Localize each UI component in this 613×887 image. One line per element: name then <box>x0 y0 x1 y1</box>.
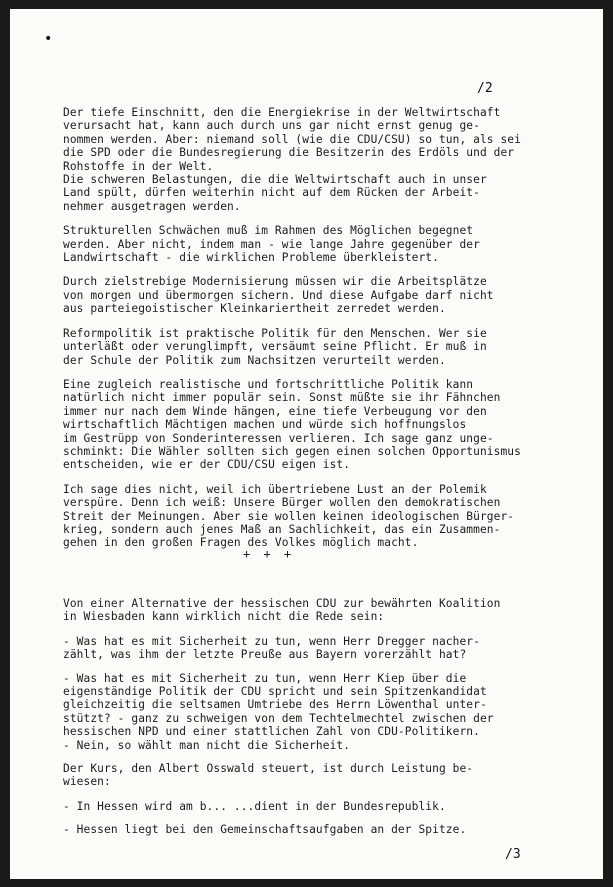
paragraph-osswald: Der Kurs, den Albert Osswald steuert, ist durch Leistung be- wiesen: <box>63 762 474 789</box>
paragraph-reform: Reformpolitik ist praktische Politik für den Menschen. Wer sie unterläßt oder verunglimpft, versäumt seine Pflicht. Er muß in der Schule der Politik zum Nachsitzen verurteilt werden. <box>63 326 487 367</box>
bullet-hessen-income: - In Hessen wird am b... ...dient in der Bundesrepublik. <box>63 799 446 813</box>
paragraph-structural: Strukturellen Schwächen muß im Rahmen des Möglichen begegnet werden. Aber nicht, indem man - wie lange Jahre gegenüber der Landwirtschaft - die wirklichen Probleme überkleistert. <box>63 224 480 265</box>
paragraph-burdens: Die schweren Belastungen, die die Weltwirtschaft auch in unser Land spült, dürfen weiterhin nicht auf dem Rücken der Arbeit- nehmer ausgetragen werden. <box>63 173 487 213</box>
document-page <box>10 9 603 879</box>
paragraph-energy-crisis: Der tiefe Einschnitt, den die Energiekrise in der Weltwirtschaft verursacht hat, kann auch durch uns gar nicht ernst genug ge- nommen werden. Aber: niemand soll (wie die CDU/CSU) so tun, als sei die SPD oder die Bundesregierung die Besitzerin des Erdöls und der Rohstoffe in der Welt. <box>63 106 521 173</box>
bullet-dregger: - Was hat es mit Sicherheit zu tun, wenn Herr Dregger nacher- zählt, was ihm der letzte Preuße aus Bayern vorerzählt hat? <box>63 634 480 662</box>
bullet-kiep: - Was hat es mit Sicherheit zu tun, wenn Herr Kiep über die eigenständige Politik der CDU spricht und sein Spitzenkandidat gleichzeitig die seltsamen Umtriebe des Herrn Löwenthal unter- stützt? - ganz zu schweigen von dem Techtelmechtel zwischen der hessischen NPD und einer stattlichen Zahl von CDU-Politikern. - Nein, so wählt man nicht die Sicherheit. <box>63 671 494 752</box>
paragraph-polemic: Ich sage dies nicht, weil ich übertriebene Lust an der Polemik verspüre. Denn ich weiß: Unsere Bürger wollen den demokratischen Streit der Meinungen. Aber sie wollen keinen ideologischen Bürger- krieg, sondern auch jenes Maß an Sachlichkeit, das ein Zusammen- gehen in den großen Fragen des Volkes möglich macht. <box>63 482 515 550</box>
body-section-1 <box>63 106 558 561</box>
paragraph-modernization: Durch zielstrebige Modernisierung müssen wir die Arbeitsplätze von morgen und übermorgen sichern. Und diese Aufgabe darf nicht aus parteiegoistischer Kleinkariertheit zerredet werden. <box>63 275 494 316</box>
corner-mark: • <box>44 31 53 47</box>
paragraph-realistic-policy: Eine zugleich realistische und fortschrittliche Politik kann natürlich nicht immer populär sein. Sonst müßte sie ihr Fähnchen immer nur nach dem Winde hängen, eine tiefe Verbeugung vor den wirtschaftlich Mächtigen machen und würde sich hoffnungslos im Gestrüpp von Sonderinteressen verlieren. Ich sage ganz unge- schminkt: Die Wähler sollten sich gegen einen solchen Opportunismus entscheiden, wie er der CDU/CSU eigen ist. <box>63 377 521 472</box>
body-section-2 <box>63 597 558 847</box>
paragraph-alternative: Von einer Alternative der hessischen CDU zur bewährten Koalition in Wiesbaden kann wirklich nicht die Rede sein: <box>63 597 501 624</box>
page-number-bottom: /3 <box>505 847 521 862</box>
page-number-top: /2 <box>477 81 493 96</box>
section-separator: + + + <box>243 547 295 561</box>
bullet-hessen-tasks: - Hessen liegt bei den Gemeinschaftsaufgaben an der Spitze. <box>63 823 467 837</box>
